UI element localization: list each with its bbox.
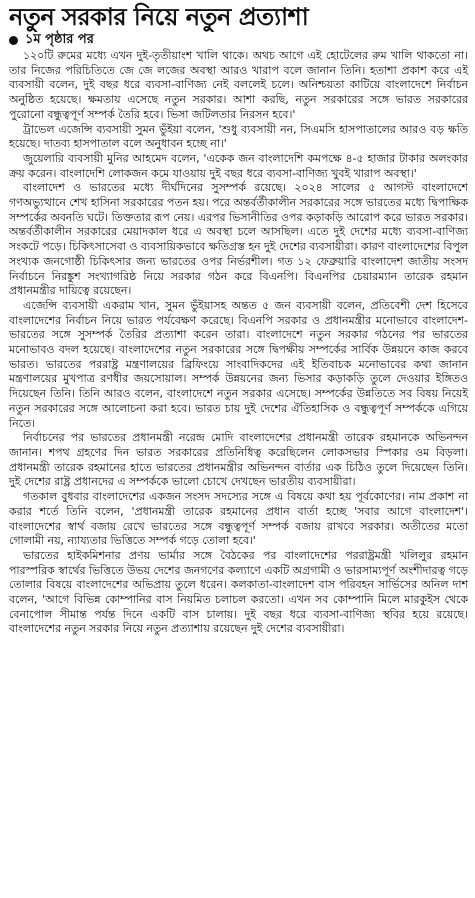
article-paragraph: জুয়েলারি ব্যবসায়ী মুনির আহমেদ বলেন, 'একেক জন বাংলাদেশি কমপক্ষে ৪-৫ হাজার টাকার অলংকার ক্রয় করেন। বাংলাদেশি লোকজন কমে যাওয়ায় দুই বছর ধরে ব্যবসা-বাণিজ্য খুবই খারাপ অবস্থা।' bbox=[9, 151, 468, 180]
article-paragraph: ভারতের হাইকমিশনার প্রণয় ভার্মার সঙ্গে বৈঠকের পর বাংলাদেশের পররাষ্ট্রমন্ত্রী খলিলুর রহমান পারস্পরিক স্বার্থের ভিত্তিতে উভয় দেশের জনগণের কল্যাণে একটি অগ্রগামী ও ভারসাম্যপূর্ণ অংশীদারত্ব গড়ে তোলার বিষয়ে বাংলাদেশের অভিপ্রায় তুলে ধরেন। কলকাতা-বাংলাদেশ বাস পরিবহন সার্ভিসের অনিল দাশ বলেন, 'আগে বিভিন্ন কোম্পানির বাস নিয়মিত চলাচল করতো। এখন সব কোম্পানি মিলে মারকুইস থেকে বেনাপোল সীমান্ত পর্যন্ত দিনে একটি বাস চালায়। দুই বছর ধরে ব্যবসা-বাণিজ্য স্থবির হয়ে রয়েছে। বাংলাদেশের নতুন সরকার নিয়ে নতুন প্রত্যাশায় রয়েছেন দুই দেশের ব্যবসায়ীরা। bbox=[9, 548, 468, 636]
article-paragraph: এজেন্সি ব্যবসায়ী একরাম খান, সুমন ভুঁইয়াসহ অন্তত ৫ জন ব্যবসায়ী বলেন, প্রতিবেশী দেশ হিসেবে বাংলাদেশের নির্বাচন নিয়ে ভারত পর্যবেক্ষণ করেছে। বিএনপি সরকার ও প্রধানমন্ত্রীর মনোভাবে বাংলাদেশ-ভারতের সঙ্গে সুসম্পর্ক তৈরির প্রত্যাশা করেন তারা। বাংলাদেশে নতুন সরকার গঠনের পর ভারতের মনোভাবও বদল হয়েছে। বাংলাদেশের নতুন সরকারের সঙ্গে দ্বিপক্ষীয় সম্পর্কের সার্বিক উন্নয়নে কাজ করবে ভারত। ভারতের পররাষ্ট্র মন্ত্রণালয়ের ব্রিফিংয়ে সাংবাদিকদের এই ইতিবাচক মনোভাবের কথা জানান মন্ত্রণালয়ের মুখপাত্র রণধীর জয়সোয়াল। সম্পর্ক উন্নয়নের জন্য ভিসার কড়াকড়ি তুলে দেওয়ার ইঙ্গিতও দিয়েছেন তিনি। তিনি আরও বলেন, বাংলাদেশে নতুন সরকার এসেছে। সম্পর্কের উন্নতিতে সব বিষয় নিয়েই নতুন সরকারের সঙ্গে আলোচনা করা হবে। ভারত চায় দুই দেশের ঐতিহাসিক ও বন্ধুত্বপূর্ণ সম্পর্ককে এগিয়ে নিতে। bbox=[9, 298, 468, 430]
continued-from-text: ১ম পৃষ্ঠার পর bbox=[25, 32, 94, 47]
article-paragraph: বাংলাদেশ ও ভারতের মধ্যে দীর্ঘদিনের সুসম্পর্ক রয়েছে। ২০২৪ সালের ৫ আগস্ট বাংলাদেশে গণঅভ্যুত্থানে শেখ হাসিনা সরকারের পতন হয়। পরে অন্তর্বর্তীকালীন সরকারের সঙ্গে ভারতের মধ্যে দ্বিপাক্ষিক সম্পর্কের অবনতি ঘটে। তিক্ততার রূপ নেয়। এরপর ভিসানীতির ওপর কড়াকড়ি আরোপ করে ভারত সরকার। অন্তর্বর্তীকালীন সরকারের মেয়াদকাল ধরে এ অবস্থা চলে আসছিল। এতে দুই দেশের মধ্যে ব্যবসা-বাণিজ্য সংকটে পড়ে। চিকিৎসাসেবা ও ব্যবসায়িকভাবে ক্ষতিগ্রস্ত হন দুই দেশের ব্যবসায়ীরা। কারণ বাংলাদেশের বিপুল সংখ্যক জনগোষ্ঠী চিকিৎসার জন্য ভারতের ওপর নির্ভরশীল। গত ১২ ফেব্রুয়ারি বাংলাদেশ জাতীয় সংসদ নির্বাচনে নিরঙ্কুশ সংখ্যাগরিষ্ঠ নিয়ে সরকার গঠন করে বিএনপি। বিএনপির চেয়ারম্যান তারেক রহমান প্রধানমন্ত্রীর দায়িত্বে রয়েছেন। bbox=[9, 181, 468, 298]
article-body bbox=[9, 49, 468, 637]
article-paragraph: গতকাল বুধবার বাংলাদেশের একজন সংসদ সদস্যের সঙ্গে এ বিষয়ে কথা হয় পূর্বকোণের। নাম প্রকাশ না করার শর্তে তিনি বলেন, 'প্রধানমন্ত্রী তারেক রহমানের প্রধান বার্তা হচ্ছে 'সবার আগে বাংলাদেশ'। বাংলাদেশের স্বার্থ বজায় রেখে ভারতের সঙ্গে বন্ধুত্বপূর্ণ সম্পর্ক বজায় রাখবে সরকার। অতীতের মতো গোলামী নয়, ন্যায্যতার ভিত্তিতে সম্পর্ক গড়ে তোলা হবে।' bbox=[9, 490, 468, 548]
article-paragraph: ট্রাভেল এজেন্সি ব্যবসায়ী সুমন ভুঁইয়া বলেন, 'শুধু ব্যবসায়ী নন, সিএমসি হাসপাতালের আরও বড় ক্ষতি হয়েছে। দাতব্য হাসপাতাল বলে অনুধাবন হচ্ছে না।' bbox=[9, 122, 468, 151]
article-paragraph: নির্বাচনের পর ভারতের প্রধানমন্ত্রী নরেন্দ্র মোদি বাংলাদেশের প্রধানমন্ত্রী তারেক রহমানকে অভিনন্দন জানান। শপথ গ্রহণের দিন ভারত সরকারের প্রতিনিধিত্ব করেছিলেন লোকসভার স্পিকার ওম বিড়লা। প্রধানমন্ত্রী তারেক রহমানের হাতে ভারতের প্রধানমন্ত্রীর অভিনন্দন বার্তার এক চিঠিও তুলে দিয়েছেন তিনি। দুই দেশের রাষ্ট্র প্রধানদের এ সম্পর্ককে ভালো চোখে দেখছেন ভারতীয় ব্যবসায়ীরা। bbox=[9, 431, 468, 489]
bullet-icon bbox=[9, 36, 18, 45]
continued-from-label bbox=[9, 32, 468, 48]
article-paragraph: ১২০টি রুমের মধ্যে এখন দুই-তৃতীয়াংশ খালি থাকে। অথচ আগে এই হোটেলের রুম খালি থাকতো না। তার নিজের পরিচিতিতে জে জে লজের অবস্থা আরও খারাপ বলে জানান তিনি। হতাশা প্রকাশ করে এই ব্যবসায়ী বলেন, দুই বছর ধরে ব্যবসা-বাণিজ্য নেই বললেই চলে। অনিশ্চয়তা কাটিয়ে বাংলাদেশে নির্বাচন অনুষ্ঠিত হয়েছে। ক্ষমতায় এসেছে নতুন সরকার। আশা করছি, নতুন সরকারের সঙ্গে ভারত সরকারের পুরোনো বন্ধুত্বপূর্ণ সম্পর্ক তৈরি হবে। ভিসা জটিলতার নিরসন হবে।' bbox=[9, 49, 468, 121]
article-headline: নতুন সরকার নিয়ে নতুন প্রত্যাশা bbox=[9, 3, 309, 31]
